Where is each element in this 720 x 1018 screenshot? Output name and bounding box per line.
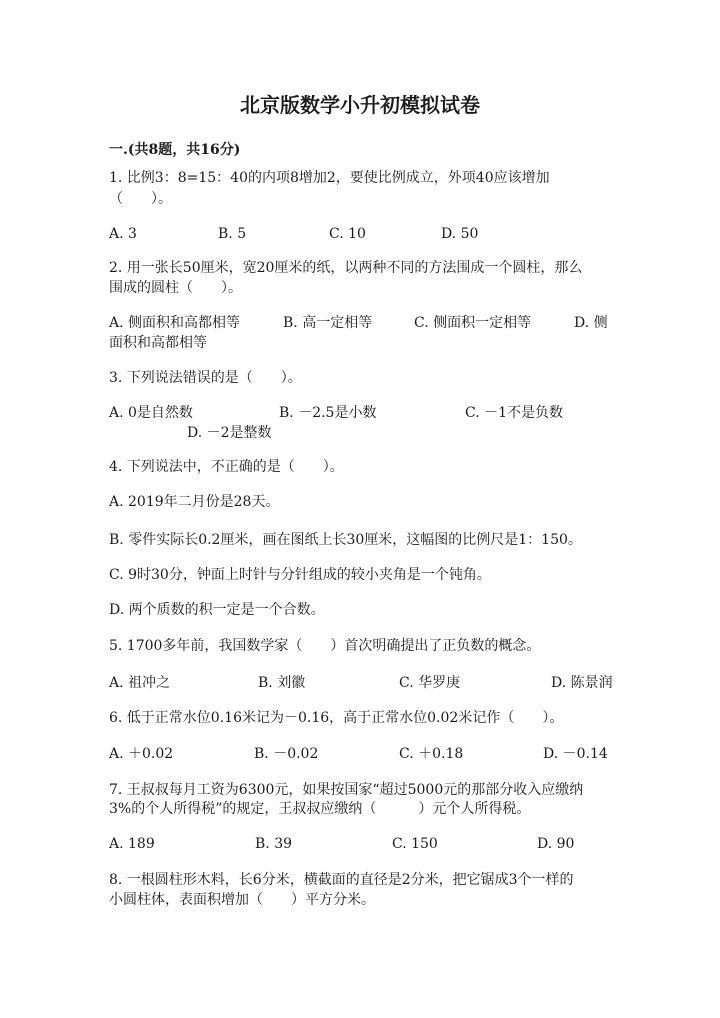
question-8-stem-line-1: 8. 一根圆柱形木料，长6分米，横截面的直径是2分米，把它锯成3个一样的 bbox=[109, 872, 574, 888]
question-5-option-b: B. 刘徽 bbox=[258, 675, 306, 691]
question-2-option-d-continued: 面积和高都相等 bbox=[109, 335, 207, 351]
question-1-option-c: C. 10 bbox=[329, 226, 366, 242]
question-2-stem-line-1: 2. 用一张长50厘米，宽20厘米的纸，以两种不同的方法围成一个圆柱，那么 bbox=[109, 260, 583, 276]
question-2-option-c: C. 侧面积一定相等 bbox=[414, 315, 532, 331]
question-7-stem-line-2: 3%的个人所得税”的规定，王叔叔应缴纳（ ）元个人所得税。 bbox=[109, 801, 531, 817]
question-2-option-b: B. 高一定相等 bbox=[283, 315, 373, 331]
question-4-option-d: D. 两个质数的积一定是一个合数。 bbox=[109, 602, 325, 618]
question-3-stem-line-1: 3. 下列说法错误的是（ ）。 bbox=[109, 370, 302, 386]
question-4-option-a: A. 2019年二月份是28天。 bbox=[109, 494, 280, 510]
question-5-option-a: A. 祖冲之 bbox=[109, 675, 171, 691]
question-4-option-b: B. 零件实际长0.2厘米，画在图纸上长30厘米，这幅图的比例尺是1：150。 bbox=[109, 532, 582, 548]
question-8-stem-line-2: 小圆柱体，表面积增加（ ）平方分米。 bbox=[109, 892, 375, 908]
question-6-option-b: B. －0.02 bbox=[254, 746, 319, 762]
question-1-stem-line-2: （ ）。 bbox=[109, 191, 172, 207]
question-4-option-c: C. 9时30分，钟面上时针与分针组成的较小夹角是一个钝角。 bbox=[109, 567, 491, 583]
question-1-option-a: A. 3 bbox=[109, 226, 137, 242]
question-7-option-b: B. 39 bbox=[255, 836, 293, 852]
question-6-option-d: D. －0.14 bbox=[543, 746, 608, 762]
question-5-option-c: C. 华罗庚 bbox=[399, 675, 461, 691]
question-2-option-a: A. 侧面积和高都相等 bbox=[109, 315, 241, 331]
question-5-stem-line-1: 5. 1700多年前，我国数学家（ ）首次明确提出了正负数的概念。 bbox=[109, 638, 541, 654]
page-title: 北京版数学小升初模拟试卷 bbox=[240, 93, 480, 117]
question-7-option-d: D. 90 bbox=[537, 836, 575, 852]
question-3-option-a: A. 0是自然数 bbox=[109, 405, 193, 421]
question-7-stem-line-1: 7. 王叔叔每月工资为6300元，如果按国家“超过5000元的那部分收入应缴纳 bbox=[109, 782, 584, 798]
question-1-stem-line-1: 1. 比例3：8=15：40的内项8增加2，要使比例成立，外项40应该增加 bbox=[109, 170, 550, 186]
question-2-stem-line-2: 围成的圆柱（ ）。 bbox=[109, 280, 242, 296]
question-3-option-c: C. －1不是负数 bbox=[465, 405, 564, 421]
section-heading: 一.(共8题，共16分) bbox=[109, 142, 241, 158]
question-6-stem-line-1: 6. 低于正常水位0.16米记为－0.16，高于正常水位0.02米记作（ ）。 bbox=[109, 710, 564, 726]
question-3-option-b: B. －2.5是小数 bbox=[279, 405, 377, 421]
question-7-option-c: C. 150 bbox=[392, 836, 438, 852]
question-7-option-a: A. 189 bbox=[109, 836, 155, 852]
question-6-option-a: A. ＋0.02 bbox=[109, 746, 174, 762]
question-2-option-d: D. 侧 bbox=[574, 315, 608, 331]
question-3-option-d: D. －2是整数 bbox=[187, 425, 272, 441]
question-5-option-d: D. 陈景润 bbox=[551, 675, 613, 691]
question-1-option-b: B. 5 bbox=[218, 226, 247, 242]
question-4-stem-line-1: 4. 下列说法中，不正确的是（ ）。 bbox=[109, 459, 344, 475]
question-6-option-c: C. ＋0.18 bbox=[399, 746, 464, 762]
question-1-option-d: D. 50 bbox=[441, 226, 479, 242]
